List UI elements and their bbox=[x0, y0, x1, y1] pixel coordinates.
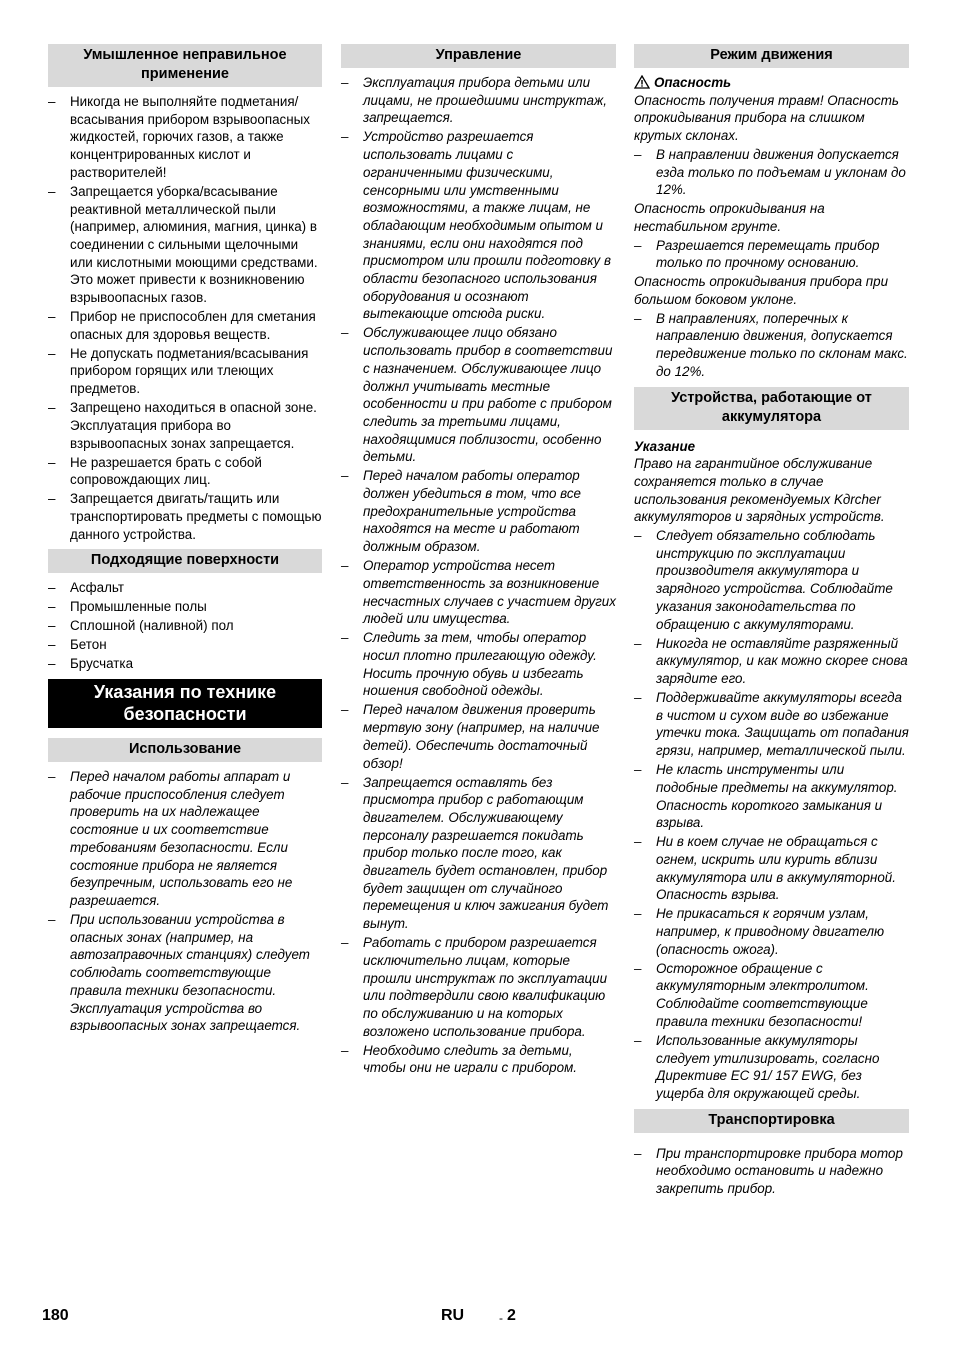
list-item: – Брусчатка bbox=[48, 655, 322, 673]
list-item: – Следить за тем, чтобы оператор носил плотно прилегающую одежду. Носить прочную обувь и избегать ношения свободной одежды. bbox=[341, 629, 616, 700]
footer-dash: - bbox=[499, 1311, 503, 1325]
list-item: – Следует обязательно соблюдать инструкцию по эксплуатации производителя аккумулятора и зарядного устройства. Соблюдайте указания законодательства по обращению с аккумуляторами. bbox=[634, 527, 909, 633]
chapter-header-safety: Указания по технике безопасности bbox=[48, 679, 322, 728]
danger-label: Опасность bbox=[654, 75, 732, 90]
transport-list bbox=[634, 1145, 909, 1198]
list-item: – Разрешается перемещать прибор только по прочному основанию. bbox=[634, 237, 909, 272]
list-item: – При использовании устройства в опасных зонах (например, на автозаправочных станциях) следует соблюдать соответствующие правила техники безопасности. Эксплуатация устройства во взрывоопасных зонах запрещается. bbox=[48, 911, 322, 1035]
list-item: – В направлении движения допускается езда только по подъемам и уклонам до 12%. bbox=[634, 146, 909, 199]
list-item: – Не класть инструменты или подобные предметы на аккумулятор. Опасность короткого замыкания и взрыва. bbox=[634, 761, 909, 832]
list-item: – Запрещается двигать/тащить или транспортировать предметы с помощью данного устройства. bbox=[48, 490, 322, 543]
unstable-ground-text: Опасность опрокидывания на нестабильном грунте. bbox=[634, 201, 825, 234]
column-left bbox=[48, 44, 322, 1041]
control-list bbox=[341, 74, 616, 1077]
list-item: – Необходимо следить за детьми, чтобы они не играли с прибором. bbox=[341, 1042, 616, 1077]
list-item: – Перед началом работы оператор должен убедиться в том, что все предохранительные устройства находятся на месте и работают должным образом. bbox=[341, 467, 616, 556]
section-header-driving: Режим движения bbox=[634, 44, 909, 68]
section-header-control: Управление bbox=[341, 44, 616, 68]
list-item: – Запрещается уборка/всасывание реактивной металлической пыли (например, алюминия, магния, цинка) в соединении с сильными щелочными или кислотными моющими средствами. Это может привести к возникновению взрывоопасных газов. bbox=[48, 183, 322, 307]
list-item: – Бетон bbox=[48, 636, 322, 654]
usage-list bbox=[48, 768, 322, 1035]
slope-list bbox=[634, 146, 909, 199]
column-right bbox=[634, 44, 909, 1204]
list-item: – Не прикасаться к горячим узлам, например, к приводному двигателю (опасность ожога). bbox=[634, 905, 909, 958]
list-item: – Оператор устройства несет ответственность за возникновение несчастных случаев с участием других людей или имущества. bbox=[341, 557, 616, 628]
list-item: – Прибор не приспособлен для сметания опасных для здоровья веществ. bbox=[48, 308, 322, 343]
list-item: – Осторожное обращение с аккумуляторным электролитом. Соблюдайте соответствующие правила техники безопасности! bbox=[634, 960, 909, 1031]
lateral-slope-text: Опасность опрокидывания прибора при большом боковом уклоне. bbox=[634, 274, 889, 308]
list-item: – Работать с прибором разрешается исключительно лицам, которые прошли инструктаж по эксплуатации или подтвердили свою квалификацию по обслуживанию и на которых возложено использование прибора. bbox=[341, 934, 616, 1040]
list-item: – Эксплуатация прибора детьми или лицами, не прошедшими инструктаж, запрещается. bbox=[341, 74, 616, 127]
list-item: – Никогда не выполняйте подметания/всасывания прибором взрывоопасных жидкостей, горючих газов, а также концентрированных кислот и растворителей! bbox=[48, 93, 322, 182]
list-item: – Обслуживающее лицо обязано использовать прибор в соответствии с назначением. Обслуживающее лицо должнл учитывать местные особенности и при работе с прибором следить за третьими лицами, находящимися поблизости, особенно детьми. bbox=[341, 324, 616, 466]
note-label: Указание bbox=[634, 438, 696, 454]
section-page-number: 2 bbox=[507, 1307, 516, 1324]
misuse-list bbox=[48, 93, 322, 543]
list-item: – Запрещено находиться в опасной зоне. Эксплуатация прибора во взрывоопасных зонах запрещается. bbox=[48, 399, 322, 452]
note-text: Право на гарантийное обслуживание сохраняется только в случае использования рекомендуемых Kдrcher аккумуляторов и зарядных устройств. bbox=[634, 456, 885, 525]
list-item: – Не разрешается брать с собой сопровождающих лиц. bbox=[48, 454, 322, 489]
list-item: – Сплошной (наливной) пол bbox=[48, 617, 322, 635]
list-item: – Запрещается оставлять без присмотра прибор с работающим двигателем. Обслуживающему персоналу разрешается покидать прибор только после того, как двигатель будет остановлен, прибор будет защищен от случайного перемещения и ключ зажигания будет вынут. bbox=[341, 774, 616, 933]
list-item: – Перед началом работы аппарат и рабочие приспособления следует проверить на их надлежащее состояние и их соответствие требованиям безопасности. Если состояние прибора не является безупречным, использовать его не разрешается. bbox=[48, 768, 322, 910]
section-header-misuse: Умышленное неправильное применение bbox=[48, 44, 322, 87]
page-number: 180 bbox=[42, 1307, 69, 1324]
section-header-battery: Устройства, работающие от аккумулятора bbox=[634, 387, 909, 430]
surfaces-list bbox=[48, 579, 322, 673]
list-item: – Устройство разрешается использовать лицами с ограниченными физическими, сенсорными или умственными возможностями, а также лицам, не обладающим необходимым опытом и знаниями, если они находятся под присмотром или прошли подготовку в области безопасного использования оборудования и осознают вытекающие отсюда риски. bbox=[341, 128, 616, 323]
list-item: – Поддерживайте аккумуляторы всегда в чистом и сухом виде во избежание утечки тока. Защищать от попадания грязи, например, металлической пыли. bbox=[634, 689, 909, 760]
list-item: – Не допускать подметания/всасывания прибором горящих или тлеющих предметов. bbox=[48, 345, 322, 398]
warning-triangle-icon bbox=[634, 75, 650, 89]
section-header-transport: Транспортировка bbox=[634, 1109, 909, 1133]
list-item: – Никогда не оставляйте разряженный аккумулятор, и как можно скорее снова зарядите его. bbox=[634, 635, 909, 688]
language-code: RU bbox=[441, 1307, 465, 1324]
column-middle bbox=[341, 44, 616, 1083]
list-item: – В направлениях, поперечных к направлению движения, допускается передвижение только по склонам макс. до 12%. bbox=[634, 310, 909, 381]
section-header-usage: Использование bbox=[48, 738, 322, 762]
list-item: – Промышленные полы bbox=[48, 598, 322, 616]
list-item: – Ни в коем случае не обращаться с огнем, искрить или курить вблизи аккумулятора или в аккумуляторной. Опасность взрыва. bbox=[634, 833, 909, 904]
section-header-surfaces: Подходящие поверхности bbox=[48, 549, 322, 573]
list-item: – При транспортировке прибора мотор необходимо остановить и надежно закрепить прибор. bbox=[634, 1145, 909, 1198]
unstable-list bbox=[634, 237, 909, 272]
battery-list bbox=[634, 527, 909, 1103]
danger-heading bbox=[634, 74, 909, 92]
list-item: – Перед началом движения проверить мертвую зону (например, на наличие детей). Обеспечить достаточный обзор! bbox=[341, 701, 616, 772]
list-item: – Использованные аккумуляторы следует утилизировать, согласно Директиве EC 91/ 157 EWG, без ущерба для окружающей среды. bbox=[634, 1032, 909, 1103]
lateral-list bbox=[634, 310, 909, 381]
danger-text: Опасность получения травм! Опасность опрокидывания прибора на слишком крутых склонах. bbox=[634, 92, 899, 144]
list-item: – Асфальт bbox=[48, 579, 322, 597]
